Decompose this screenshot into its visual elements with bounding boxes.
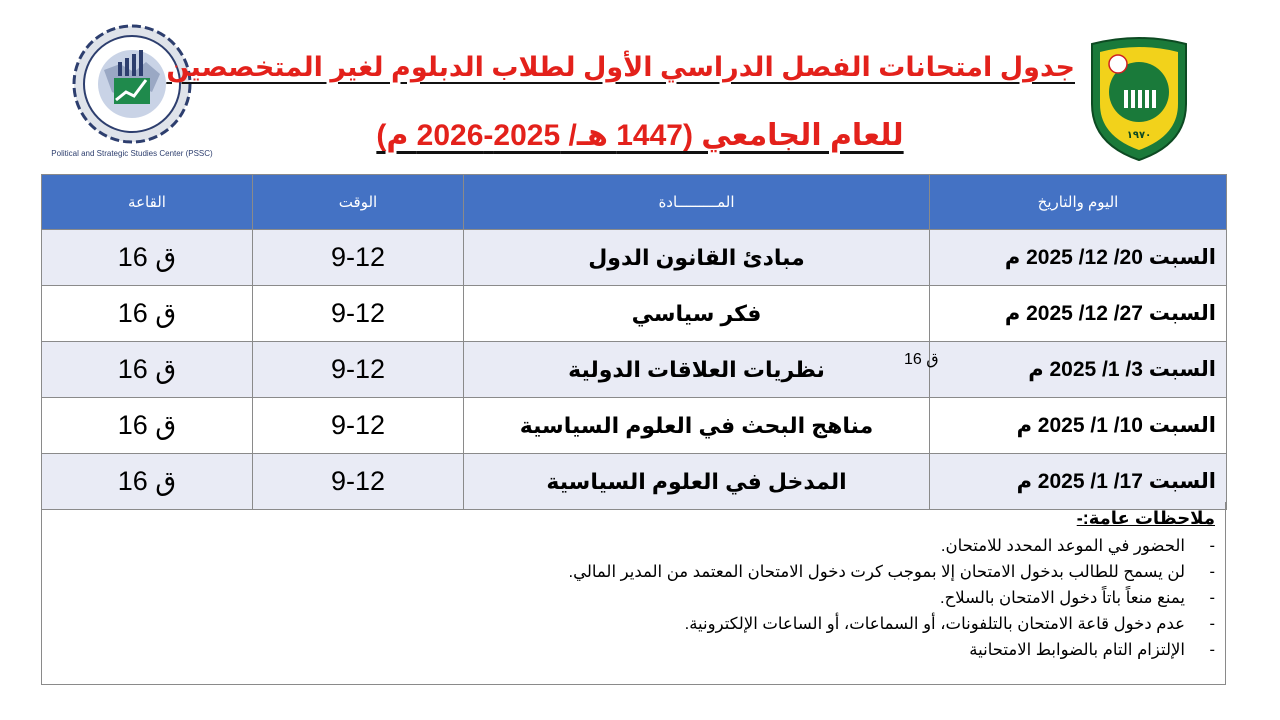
exam-date: السبت 20/ 12/ 2025 م (930, 230, 1227, 286)
table-row (42, 398, 1227, 454)
exam-room: ق 16 (42, 286, 253, 342)
note-item: - الإلتزام التام بالضوابط الامتحانية (52, 637, 1215, 663)
exam-time: 9-12 (253, 230, 464, 286)
column-header-time: الوقت (253, 175, 464, 230)
exam-date: السبت 10/ 1/ 2025 م (930, 398, 1227, 454)
table-row (42, 230, 1227, 286)
note-text: عدم دخول قاعة الامتحان بالتلفونات، أو السماعات، أو الساعات الإلكترونية. (684, 615, 1185, 633)
pssc-english-name: Political and Strategic Studies Center (PSSC) (51, 149, 213, 158)
note-item: - الحضور في الموعد المحدد للامتحان. (52, 533, 1215, 559)
exam-time: 9-12 (253, 454, 464, 510)
exam-date: السبت 17/ 1/ 2025 م (930, 454, 1227, 510)
exam-date: السبت 27/ 12/ 2025 م (930, 286, 1227, 342)
table-row (42, 286, 1227, 342)
exam-room: ق 16 (42, 398, 253, 454)
table-row (42, 342, 1227, 398)
notes-title: ملاحظات عامة:- (1076, 508, 1215, 528)
exam-room: ق 16 (42, 342, 253, 398)
note-text: يمنع منعاً باتاً دخول الامتحان بالسلاح. (940, 589, 1185, 607)
stray-room-note: ق 16 (904, 351, 939, 368)
note-text: الإلتزام التام بالضوابط الامتحانية (969, 641, 1185, 659)
exam-subject: فكر سياسي (464, 286, 930, 342)
pssc-logo (42, 22, 222, 162)
note-item: - لن يسمح للطالب بدخول الامتحان إلا بموجب كرت دخول الامتحان المعتمد من المدير المالي. (52, 559, 1215, 585)
column-header-subject: المـــــــــادة (464, 175, 930, 230)
shield-year: ١٩٧٠ (1126, 130, 1152, 141)
gear-globe-icon (74, 26, 190, 142)
exam-subject: مناهج البحث في العلوم السياسية (464, 398, 930, 454)
note-item: - عدم دخول قاعة الامتحان بالتلفونات، أو السماعات، أو الساعات الإلكترونية. (52, 611, 1215, 637)
exam-time: 9-12 (253, 342, 464, 398)
exam-time: 9-12 (253, 398, 464, 454)
exam-subject: نظريات العلاقات الدولية (464, 342, 930, 398)
exam-subject: المدخل في العلوم السياسية (464, 454, 930, 510)
general-notes-box (41, 502, 1226, 685)
university-shield-icon (1092, 38, 1186, 160)
exam-subject: مبادئ القانون الدول (464, 230, 930, 286)
note-text: الحضور في الموعد المحدد للامتحان. (940, 537, 1185, 555)
column-header-room: القاعة (42, 175, 253, 230)
page-title: جدول امتحانات الفصل الدراسي الأول لطلاب الدبلوم لغير المتخصصين (166, 52, 1075, 82)
note-item: - يمنع منعاً باتاً دخول الامتحان بالسلاح. (52, 585, 1215, 611)
sanaa-university-logo (1084, 34, 1194, 164)
exam-room: ق 16 (42, 230, 253, 286)
academic-year-subtitle: للعام الجامعي (1447 هـ/ 2025-2026 م) (376, 119, 904, 152)
note-text: لن يسمح للطالب بدخول الامتحان إلا بموجب كرت دخول الامتحان المعتمد من المدير المالي. (568, 563, 1185, 581)
column-header-day-date: اليوم والتاريخ (930, 175, 1227, 230)
exam-time: 9-12 (253, 286, 464, 342)
exam-date: السبت 3/ 1/ 2025 م (930, 342, 1227, 398)
exam-room: ق 16 (42, 454, 253, 510)
exam-schedule-table (41, 174, 1227, 510)
table-header-row (42, 175, 1227, 230)
